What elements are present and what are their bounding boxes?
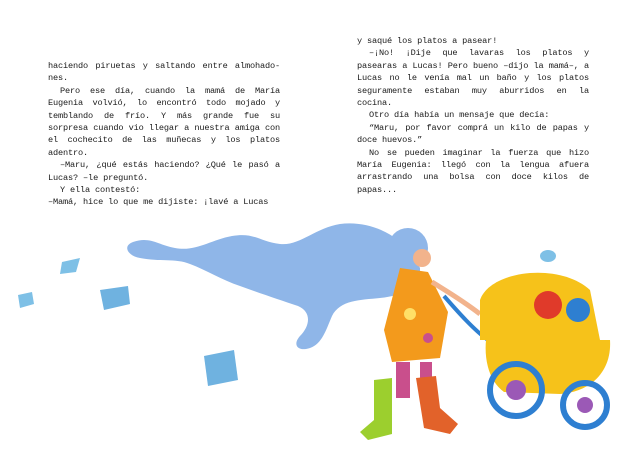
girl-face — [413, 249, 431, 267]
paragraph: –Maru, ¿qué estás haciendo? ¿Qué le pasó a Lucas? –le preguntó. — [48, 160, 280, 183]
wheel-hub — [577, 397, 593, 413]
flying-paper-icon — [100, 286, 130, 310]
cup-illustration — [566, 298, 590, 322]
paragraph: y saqué los platos a pasear! — [357, 36, 498, 46]
dress-flower-icon — [404, 308, 416, 320]
flying-paper-icon — [18, 292, 34, 308]
paragraph: Pero ese día, cuando la mamá de María Eugenia volvió, lo encontró todo mojado y temblando de frío. Y más grande fue su sorpresa cuando vio llegar a nuestra amiga con el cochecito de las muñecas y los platos adentro. — [48, 85, 280, 158]
right-boot — [416, 376, 458, 434]
pot-illustration — [534, 291, 562, 319]
paragraph: –Mamá, hice lo que me dijiste: ¡lavé a Lucas — [48, 197, 269, 208]
left-boot — [360, 378, 392, 440]
paragraph: No se pueden imaginar la fuerza que hizo María Eugenia: llegó con la lengua afuera arrastrando una bolsa con doce kilos de papas... — [357, 147, 589, 195]
paragraph: –¡No! ¡Dije que lavaras los platos y pasearas a Lucas! Pero bueno –dijo la mamá–, a Lucas no le venía mal un baño y los platos seguramente estaban muy aburridos en la cocina. — [357, 48, 589, 109]
paragraph: Y ella contestó: — [60, 185, 141, 196]
hair-illustration — [127, 223, 420, 349]
girl-leg — [396, 362, 410, 398]
flying-paper-icon — [204, 350, 238, 386]
paragraph: Otro día había un mensaje que decía: — [369, 110, 550, 121]
bird-icon — [540, 250, 556, 262]
wheel-hub — [506, 380, 526, 400]
flying-paper-icon — [60, 258, 80, 274]
dress-flower-icon — [423, 333, 433, 343]
paragraph: “Maru, por favor comprá un kilo de papas y doce huevos.” — [357, 122, 589, 146]
paragraph: haciendo piruetas y saltando entre almohado-nes. — [48, 61, 280, 84]
